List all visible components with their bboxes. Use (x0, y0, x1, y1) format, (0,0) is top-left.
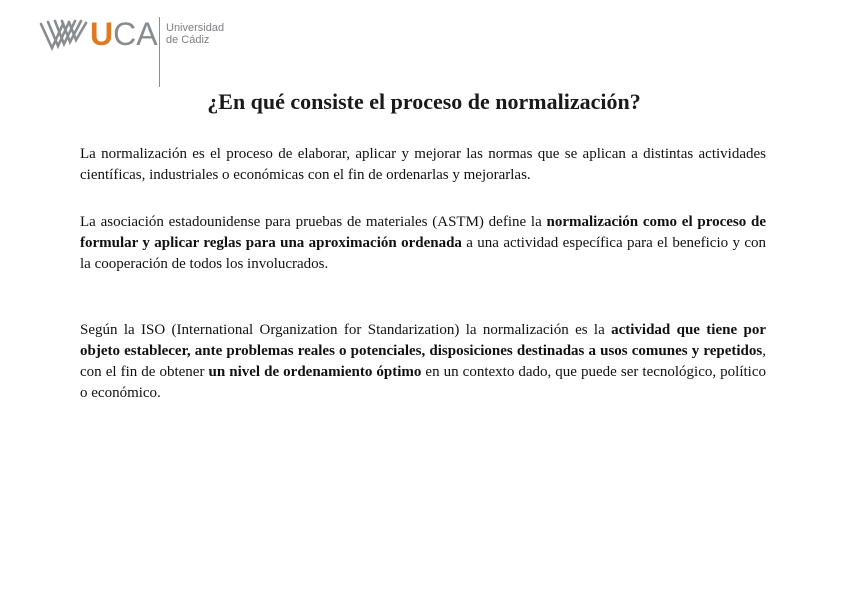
paragraph-text: La asociación estadounidense para pruebas de materiales (ASTM) define la (80, 214, 547, 230)
uca-emblem-icon (38, 18, 88, 54)
paragraph-emphasis: un nivel de ordenamiento óptimo (208, 364, 422, 380)
paragraph-emphasis: normalización como el proceso de formular y aplicar reglas para una aproximación ordenada (80, 214, 766, 251)
paragraph-astm (80, 212, 766, 275)
university-logo (38, 12, 268, 86)
paragraph-text: a una actividad específica para el beneficio y con la cooperación de todos los involucrados. (80, 235, 766, 272)
logo-subtitle (166, 22, 224, 46)
logo-subtitle-line2: de Cádiz (166, 34, 210, 46)
page-title: ¿En qué consiste el proceso de normalización? (207, 89, 641, 114)
paragraph-definition (80, 144, 766, 186)
paragraph-emphasis: actividad que tiene por objeto establecer, ante problemas reales o potenciales, disposiciones destinadas a usos comunes y repetidos (80, 322, 766, 359)
logo-subtitle-line1: Universidad (166, 22, 225, 34)
logo-wordmark: UCA (90, 16, 158, 52)
paragraph-iso (80, 320, 766, 404)
logo-divider (159, 17, 160, 87)
paragraph-text: , con el fin de obtener (80, 343, 766, 380)
paragraph-text: Según la ISO (International Organization for Standarization) la normalización es la (80, 322, 612, 338)
paragraph-text: en un contexto dado, que puede ser tecnológico, político o económico. (80, 364, 767, 401)
paragraph-text: La normalización es el proceso de elaborar, aplicar y mejorar las normas que se aplican a distintas actividades científicas, industriales o económicas con el fin de ordenarlas y mejorarlas. (80, 146, 766, 183)
